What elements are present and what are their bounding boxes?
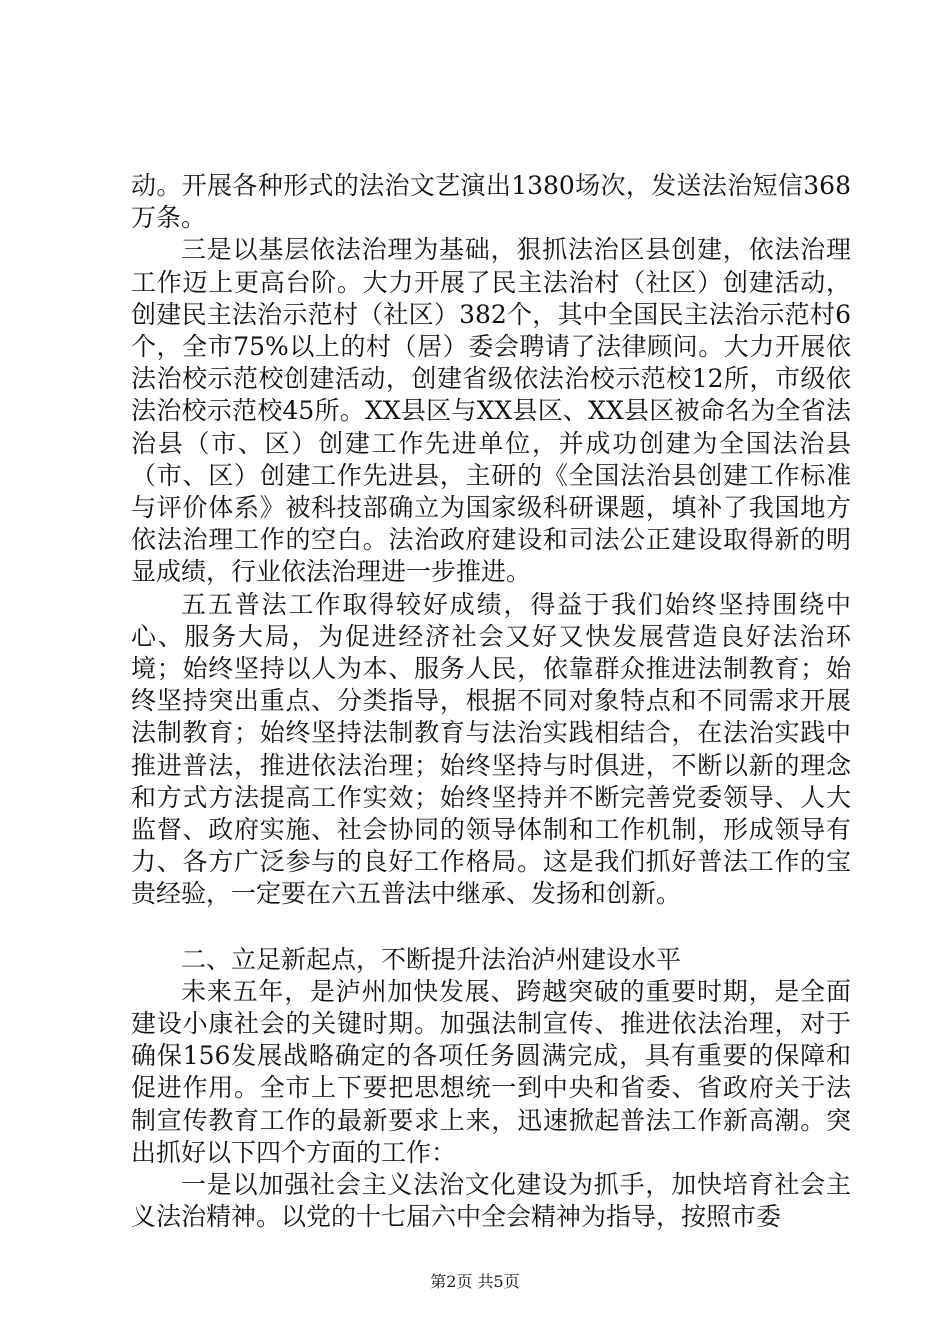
- document-body: [131, 170, 851, 1234]
- section-heading: 二、立足新起点，不断提升法治泸州建设水平: [181, 944, 682, 974]
- paragraph-1: 动。开展各种形式的法治文艺演出1380场次，发送法治短信368万条。: [131, 171, 851, 233]
- paragraph-5: 一是以加强社会主义法治文化建设为抓手，加快培育社会主义法治精神。以党的十七届六中全会精神为指导，按照市委: [131, 1170, 851, 1232]
- page-footer: 第2页 共5页: [430, 1272, 520, 1291]
- paragraph-3: 五五普法工作取得较好成绩，得益于我们始终坚持围绕中心、服务大局，为促进经济社会又好又快发展营造良好法治环境；始终坚持以人为本、服务人民，依靠群众推进法制教育；始终坚持突出重点、分类指导，根据不同对象特点和不同需求开展法制教育；始终坚持法制教育与法治实践相结合，在法治实践中推进普法，推进依法治理；始终坚持与时俱进，不断以新的理念和方式方法提高工作实效；始终坚持并不断完善党委领导、人大监督、政府实施、社会协同的领导体制和工作机制，形成领导有力、各方广泛参与的良好工作格局。这是我们抓好普法工作的宝贵经验，一定要在六五普法中继承、发扬和创新。: [131, 589, 851, 909]
- paragraph-4: 未来五年，是泸州加快发展、跨越突破的重要时期，是全面建设小康社会的关键时期。加强法制宣传、推进依法治理，对于确保156发展战略确定的各项任务圆满完成，具有重要的保障和促进作用。全市上下要把思想统一到中央和省委、省政府关于法制宣传教育工作的最新要求上来，迅速掀起普法工作新高潮。突出抓好以下四个方面的工作：: [131, 976, 851, 1167]
- paragraph-2: 三是以基层依法治理为基础，狠抓法治区县创建，依法治理工作迈上更高台阶。大力开展了民主法治村（社区）创建活动，创建民主法治示范村（社区）382个，其中全国民主法治示范村6个，全市75%以上的村（居）委会聘请了法律顾问。大力开展依法治校示范校创建活动，创建省级依法治校示范校12所，市级依法治校示范校45所。XX县区与XX县区、XX县区被命名为全省法治县（市、区）创建工作先进单位，并成功创建为全国法治县（市、区）创建工作先进县，主研的《全国法治县创建工作标准与评价体系》被科技部确立为国家级科研课题，填补了我国地方依法治理工作的空白。法治政府建设和司法公正建设取得新的明显成绩，行业依法治理进一步推进。: [131, 235, 851, 587]
